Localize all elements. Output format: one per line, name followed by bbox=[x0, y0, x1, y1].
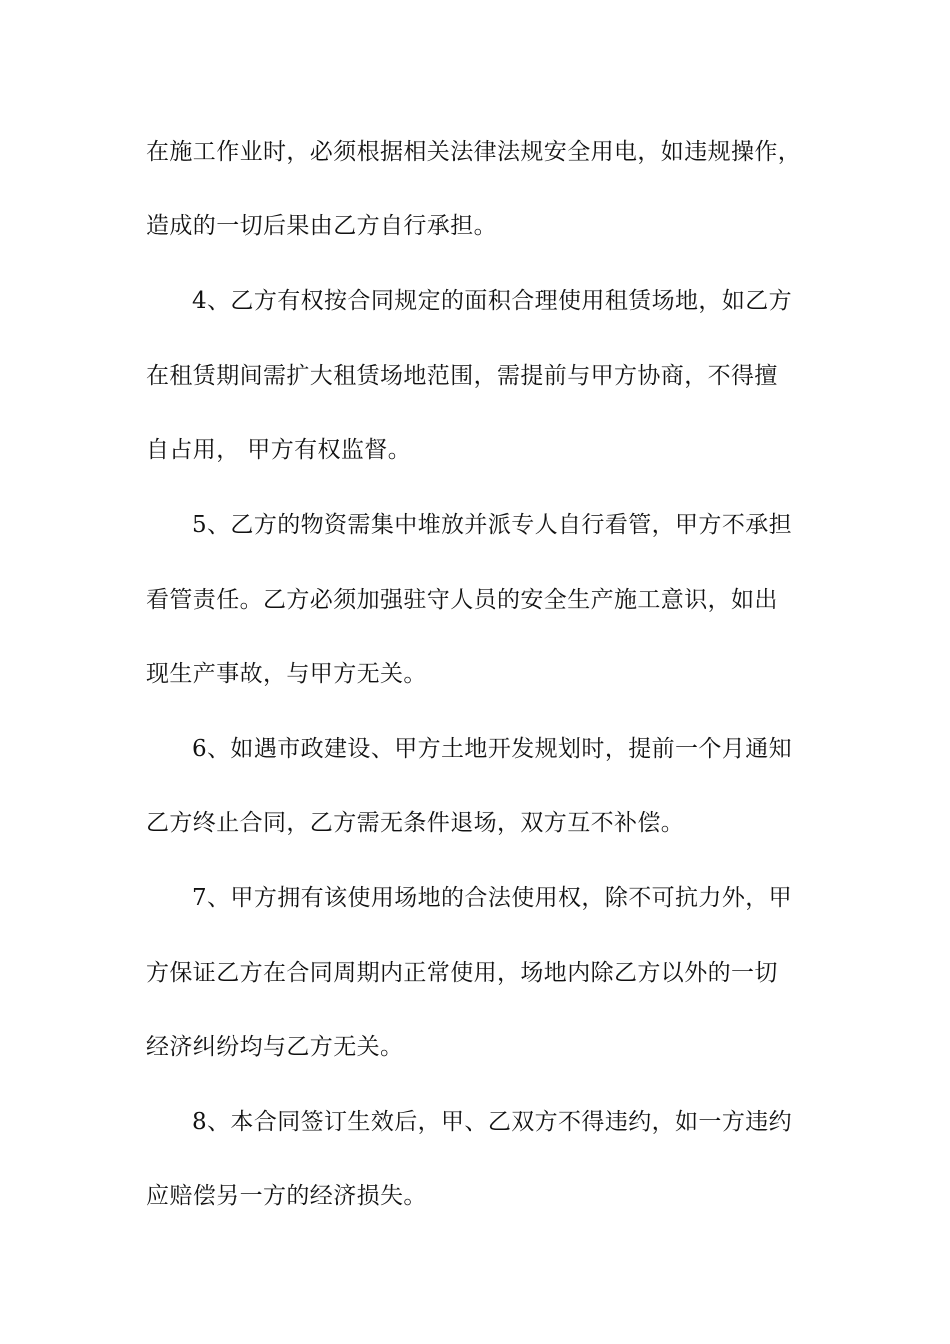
paragraph-5-start: 5、乙方的物资需集中堆放并派专人自行看管，甲方不承担 bbox=[192, 512, 793, 538]
text-line: 现生产事故，与甲方无关。 bbox=[146, 661, 427, 687]
paragraph-4-start: 4、乙方有权按合同规定的面积合理使用租赁场地，如乙方 bbox=[192, 288, 793, 314]
text-line: 方保证乙方在合同周期内正常使用，场地内除乙方以外的一切 bbox=[146, 960, 778, 986]
text-line: 经济纠纷均与乙方无关。 bbox=[146, 1034, 404, 1060]
paragraph-6-start: 6、如遇市政建设、甲方土地开发规划时，提前一个月通知 bbox=[192, 736, 793, 762]
paragraph-8-start: 8、本合同签订生效后，甲、乙双方不得违约，如一方违约 bbox=[192, 1109, 793, 1135]
text-line: 自占用， 甲方有权监督。 bbox=[146, 437, 412, 463]
paragraph-7-start: 7、甲方拥有该使用场地的合法使用权，除不可抗力外，甲 bbox=[192, 885, 793, 911]
text-line: 在施工作业时，必须根据相关法律法规安全用电，如违规操作， bbox=[146, 139, 802, 165]
text-line: 看管责任。乙方必须加强驻守人员的安全生产施工意识，如出 bbox=[146, 587, 778, 613]
text-line: 在租赁期间需扩大租赁场地范围，需提前与甲方协商，不得擅 bbox=[146, 363, 778, 389]
text-line: 造成的一切后果由乙方自行承担。 bbox=[146, 213, 497, 239]
text-line: 乙方终止合同，乙方需无条件退场，双方互不补偿。 bbox=[146, 810, 685, 836]
text-line: 应赔偿另一方的经济损失。 bbox=[146, 1183, 427, 1209]
